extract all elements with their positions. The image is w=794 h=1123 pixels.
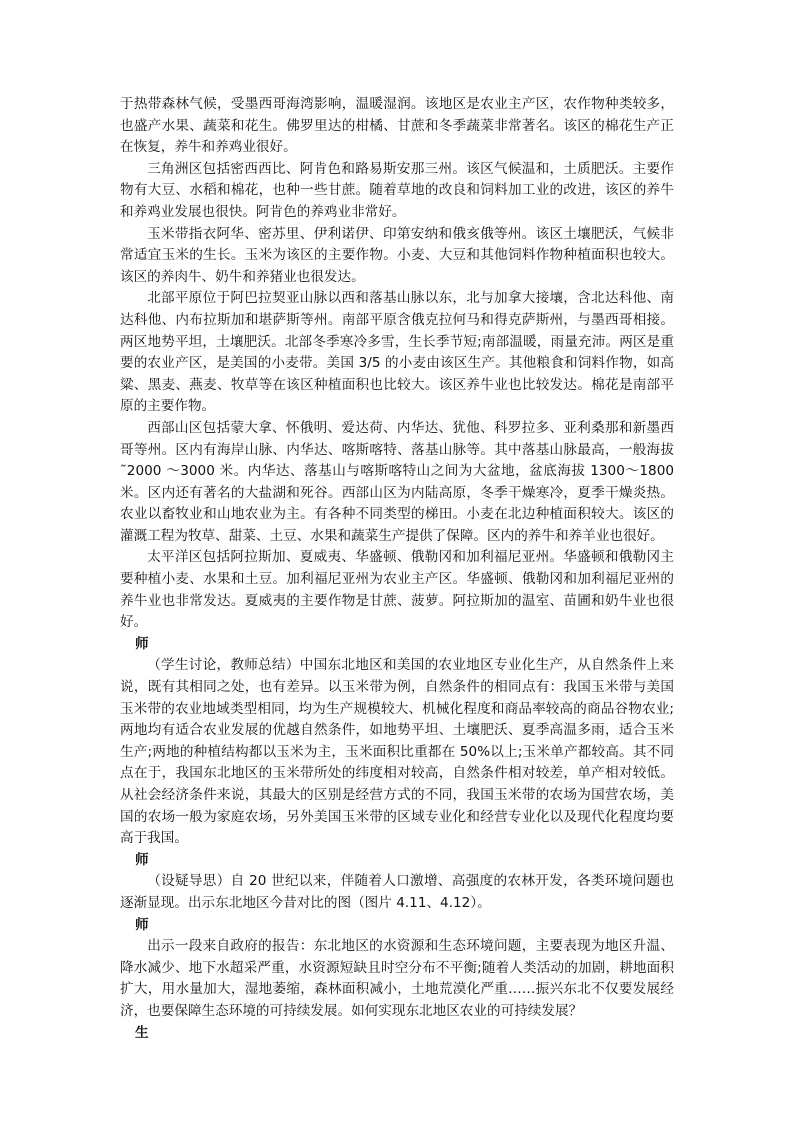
document-page	[120, 94, 674, 1044]
speaker-teacher-2: 师	[134, 851, 149, 868]
paragraph-government-report: 出示一段来自政府的报告：东北地区的水资源和生态环境问题，主要表现为地区升温、降水减少、地下水超采严重，水资源短缺且时空分布不平衡;随着人类活动的加剧，耕地面积扩大，用水量加大，湿地萎缩，森林面积减小，土地荒漠化严重……振兴东北不仅要发展经济，也要保障生态环境的可持续发展。如何实现东北地区农业的可持续发展？	[120, 938, 674, 1019]
paragraph-question-guide: （设疑导思）自 20 世纪以来，伴随着人口激增、高强度的农林开发，各类环境问题也逐渐显现。出示东北地区今昔对比的图（图片 4.11、4.12）。	[120, 873, 674, 911]
speaker-teacher-3: 师	[134, 916, 149, 933]
paragraph-florida: 于热带森林气候，受墨西哥海湾影响，温暖湿润。该地区是农业主产区，农作物种类较多，也盛产水果、蔬菜和花生。佛罗里达的柑橘、甘蔗和冬季蔬菜非常著名。该区的棉花生产正在恢复，养牛和养鸡业很好。	[120, 96, 674, 156]
paragraph-delta-region: 三角洲区包括密西西比、阿肯色和路易斯安那三州。该区气候温和，土质肥沃。主要作物有大豆、水稻和棉花，也种一些甘蔗。随着草地的改良和饲料加工业的改进，该区的养牛和养鸡业发展也很快。阿肯色的养鸡业非常好。	[120, 160, 674, 220]
paragraph-pacific-region: 太平洋区包括阿拉斯加、夏威夷、华盛顿、俄勒冈和加利福尼亚州。华盛顿和俄勒冈主要种植小麦、水果和土豆。加利福尼亚州为农业主产区。华盛顿、俄勒冈和加利福尼亚州的养牛业也非常发达。夏威夷的主要作物是甘蔗、菠萝。阿拉斯加的温室、苗圃和奶牛业也很好。	[120, 549, 674, 631]
speaker-student: 生	[134, 1024, 149, 1041]
paragraph-discussion-summary: （学生讨论，教师总结）中国东北地区和美国的农业地区专业化生产，从自然条件上来说，既有其相同之处，也有差异。以玉米带为例，自然条件的相同点有：我国玉米带与美国玉米带的农业地域类型相同，均为生产规模较大、机械化程度和商品率较高的商品谷物农业;两地均有适合农业发展的优越自然条件，如地势平坦、土壤肥沃、夏季高温多雨，适合玉米生产;两地的种植结构都以玉米为主，玉米面积比重都在 50%以上;玉米单产都较高。其不同点在于，我国东北地区的玉米带所处的纬度相对较高，自然条件相对较差，单产相对较低。从社会经济条件来说，其最大的区别是经营方式的不同，我国玉米带的农场为国营农场，美国的农场一般为家庭农场，另外美国玉米带的区域专业化和经营专业化以及现代化程度均要高于我国。	[120, 657, 674, 847]
speaker-teacher-1: 师	[134, 635, 149, 652]
paragraph-plains: 北部平原位于阿巴拉契亚山脉以西和落基山脉以东，北与加拿大接壤，含北达科他、南达科他、内布拉斯加和堪萨斯等州。南部平原含俄克拉何马和得克萨斯州，与墨西哥相接。两区地势平坦，土壤肥沃。北部冬季寒冷多雪，生长季节短;南部温暖，雨量充沛。两区是重要的农业产区，是美国的小麦带。美国 3/5 的小麦由该区生产。其他粮食和饲料作物，如高粱、黑麦、燕麦、牧草等在该区种植面积也比较大。该区养牛业也比较发达。棉花是南部平原的主要作物。	[120, 290, 674, 415]
paragraph-western-mountains: 西部山区包括蒙大拿、怀俄明、爱达荷、内华达、犹他、科罗拉多、亚利桑那和新墨西哥等州。区内有海岸山脉、内华达、喀斯喀特、落基山脉等。其中落基山脉最高，一般海拔˜2000 ～3000 米。内华达、落基山与喀斯喀特山之间为大盆地，盆底海拔 1300～1800 米。区内还有著名的大盐湖和死谷。西部山区为内陆高原，冬季干燥寒冷，夏季干燥炎热。农业以畜牧业和山地农业为主。有各种不同类型的梯田。小麦在北边种植面积较大。该区的灌溉工程为牧草、甜菜、土豆、水果和蔬菜生产提供了保障。区内的养牛和养羊业也很好。	[120, 419, 674, 544]
paragraph-corn-belt: 玉米带指衣阿华、密苏里、伊利诺伊、印第安纳和俄亥俄等州。该区土壤肥沃，气候非常适宜玉米的生长。玉米为该区的主要作物。小麦、大豆和其他饲料作物种植面积也较大。该区的养肉牛、奶牛和养猪业也很发达。	[120, 225, 674, 285]
